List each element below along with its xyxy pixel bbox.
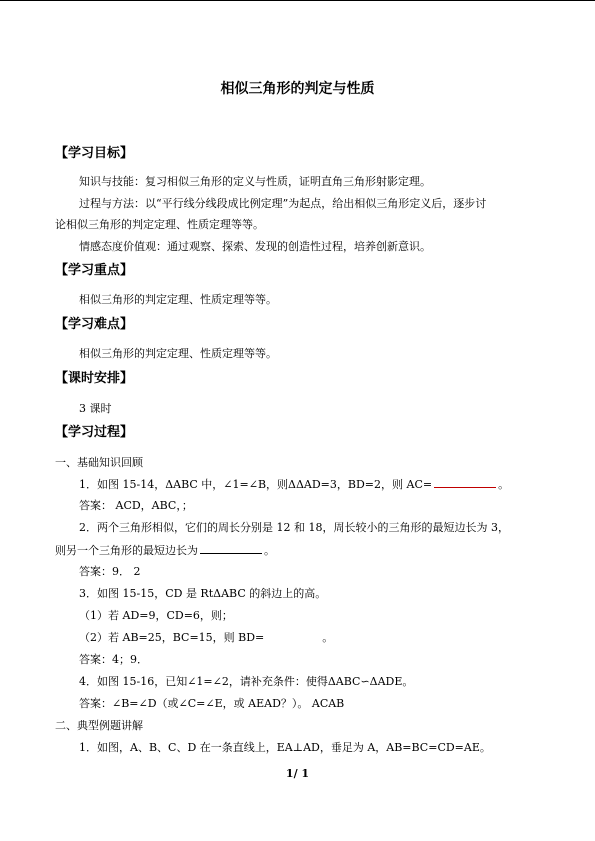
question-3-part-2 — [79, 631, 333, 645]
heading-schedule: 【课时安排】 — [55, 371, 134, 386]
answer-1: 答案： ACD，ABC，； — [79, 499, 193, 512]
answer-2: 答案：9． 2 — [79, 565, 141, 578]
question-3-part-2-text: （2）若 AB=25，BC=15，则 BD= — [79, 631, 265, 644]
question-3-part-1: （1）若 AD=9，CD=6，则； — [79, 609, 233, 622]
goals-process-2: 论相似三角形的判定定理、性质定理等等。 — [55, 218, 264, 231]
heading-process: 【学习过程】 — [55, 425, 134, 440]
section-examples: 二、典型例题讲解 — [55, 719, 143, 732]
question-3-part-2-end: 。 — [322, 631, 334, 644]
goals-attitude: 情感态度价值观：通过观察、探索、发现的创造性过程，培养创新意识。 — [79, 240, 431, 253]
section-basic-review: 一、基础知识回顾 — [55, 456, 143, 469]
question-1-end: 。 — [498, 478, 510, 491]
answer-3: 答案：4；9． — [79, 653, 148, 666]
answer-blank — [434, 477, 496, 488]
top-rule — [0, 0, 595, 1]
question-1 — [79, 477, 509, 492]
page-title: 相似三角形的判定与性质 — [220, 81, 375, 97]
answer-4: 答案：∠B=∠D（或∠C=∠E，或 AEAD？）。 ACAB — [79, 697, 345, 710]
question-2-end: 。 — [264, 544, 275, 557]
answer-blank — [200, 543, 262, 554]
heading-difficulties: 【学习难点】 — [55, 317, 134, 332]
question-2-line-1: 2．两个三角形相似，它们的周长分别是 12 和 18，周长较小的三角形的最短边长为 3， — [79, 521, 509, 534]
example-1: 1．如图，A、B、C、D 在一条直线上，EA⊥AD，垂足为 A，AB=BC=CD=AE。 — [79, 741, 491, 754]
heading-goals: 【学习目标】 — [55, 146, 134, 161]
question-2-text: 则另一个三角形的最短边长为 — [55, 544, 198, 557]
key-points-text: 相似三角形的判定定理、性质定理等等。 — [79, 293, 277, 306]
goals-knowledge: 知识与技能：复习相似三角形的定义与性质，证明直角三角形射影定理。 — [79, 175, 431, 188]
heading-key-points: 【学习重点】 — [55, 263, 134, 278]
difficulties-text: 相似三角形的判定定理、性质定理等等。 — [79, 347, 277, 360]
question-4: 4．如图 15-16，已知∠1=∠2，请补充条件：使得ΔABC∽ΔADE。 — [79, 675, 414, 688]
question-1-text: 1．如图 15-14，ΔABC 中，∠1=∠B，则ΔΔAD=3，BD=2，则 AC= — [79, 478, 433, 491]
schedule-text: 3 课时 — [79, 402, 112, 415]
page-number: 1/ 1 — [285, 767, 310, 780]
question-2-line-2 — [55, 543, 275, 558]
question-3: 3．如图 15-15，CD 是 RtΔABC 的斜边上的高。 — [79, 587, 327, 600]
goals-process-1: 过程与方法：以“平行线分线段成比例定理”为起点，给出相似三角形定义后，逐步讨 — [79, 197, 487, 210]
